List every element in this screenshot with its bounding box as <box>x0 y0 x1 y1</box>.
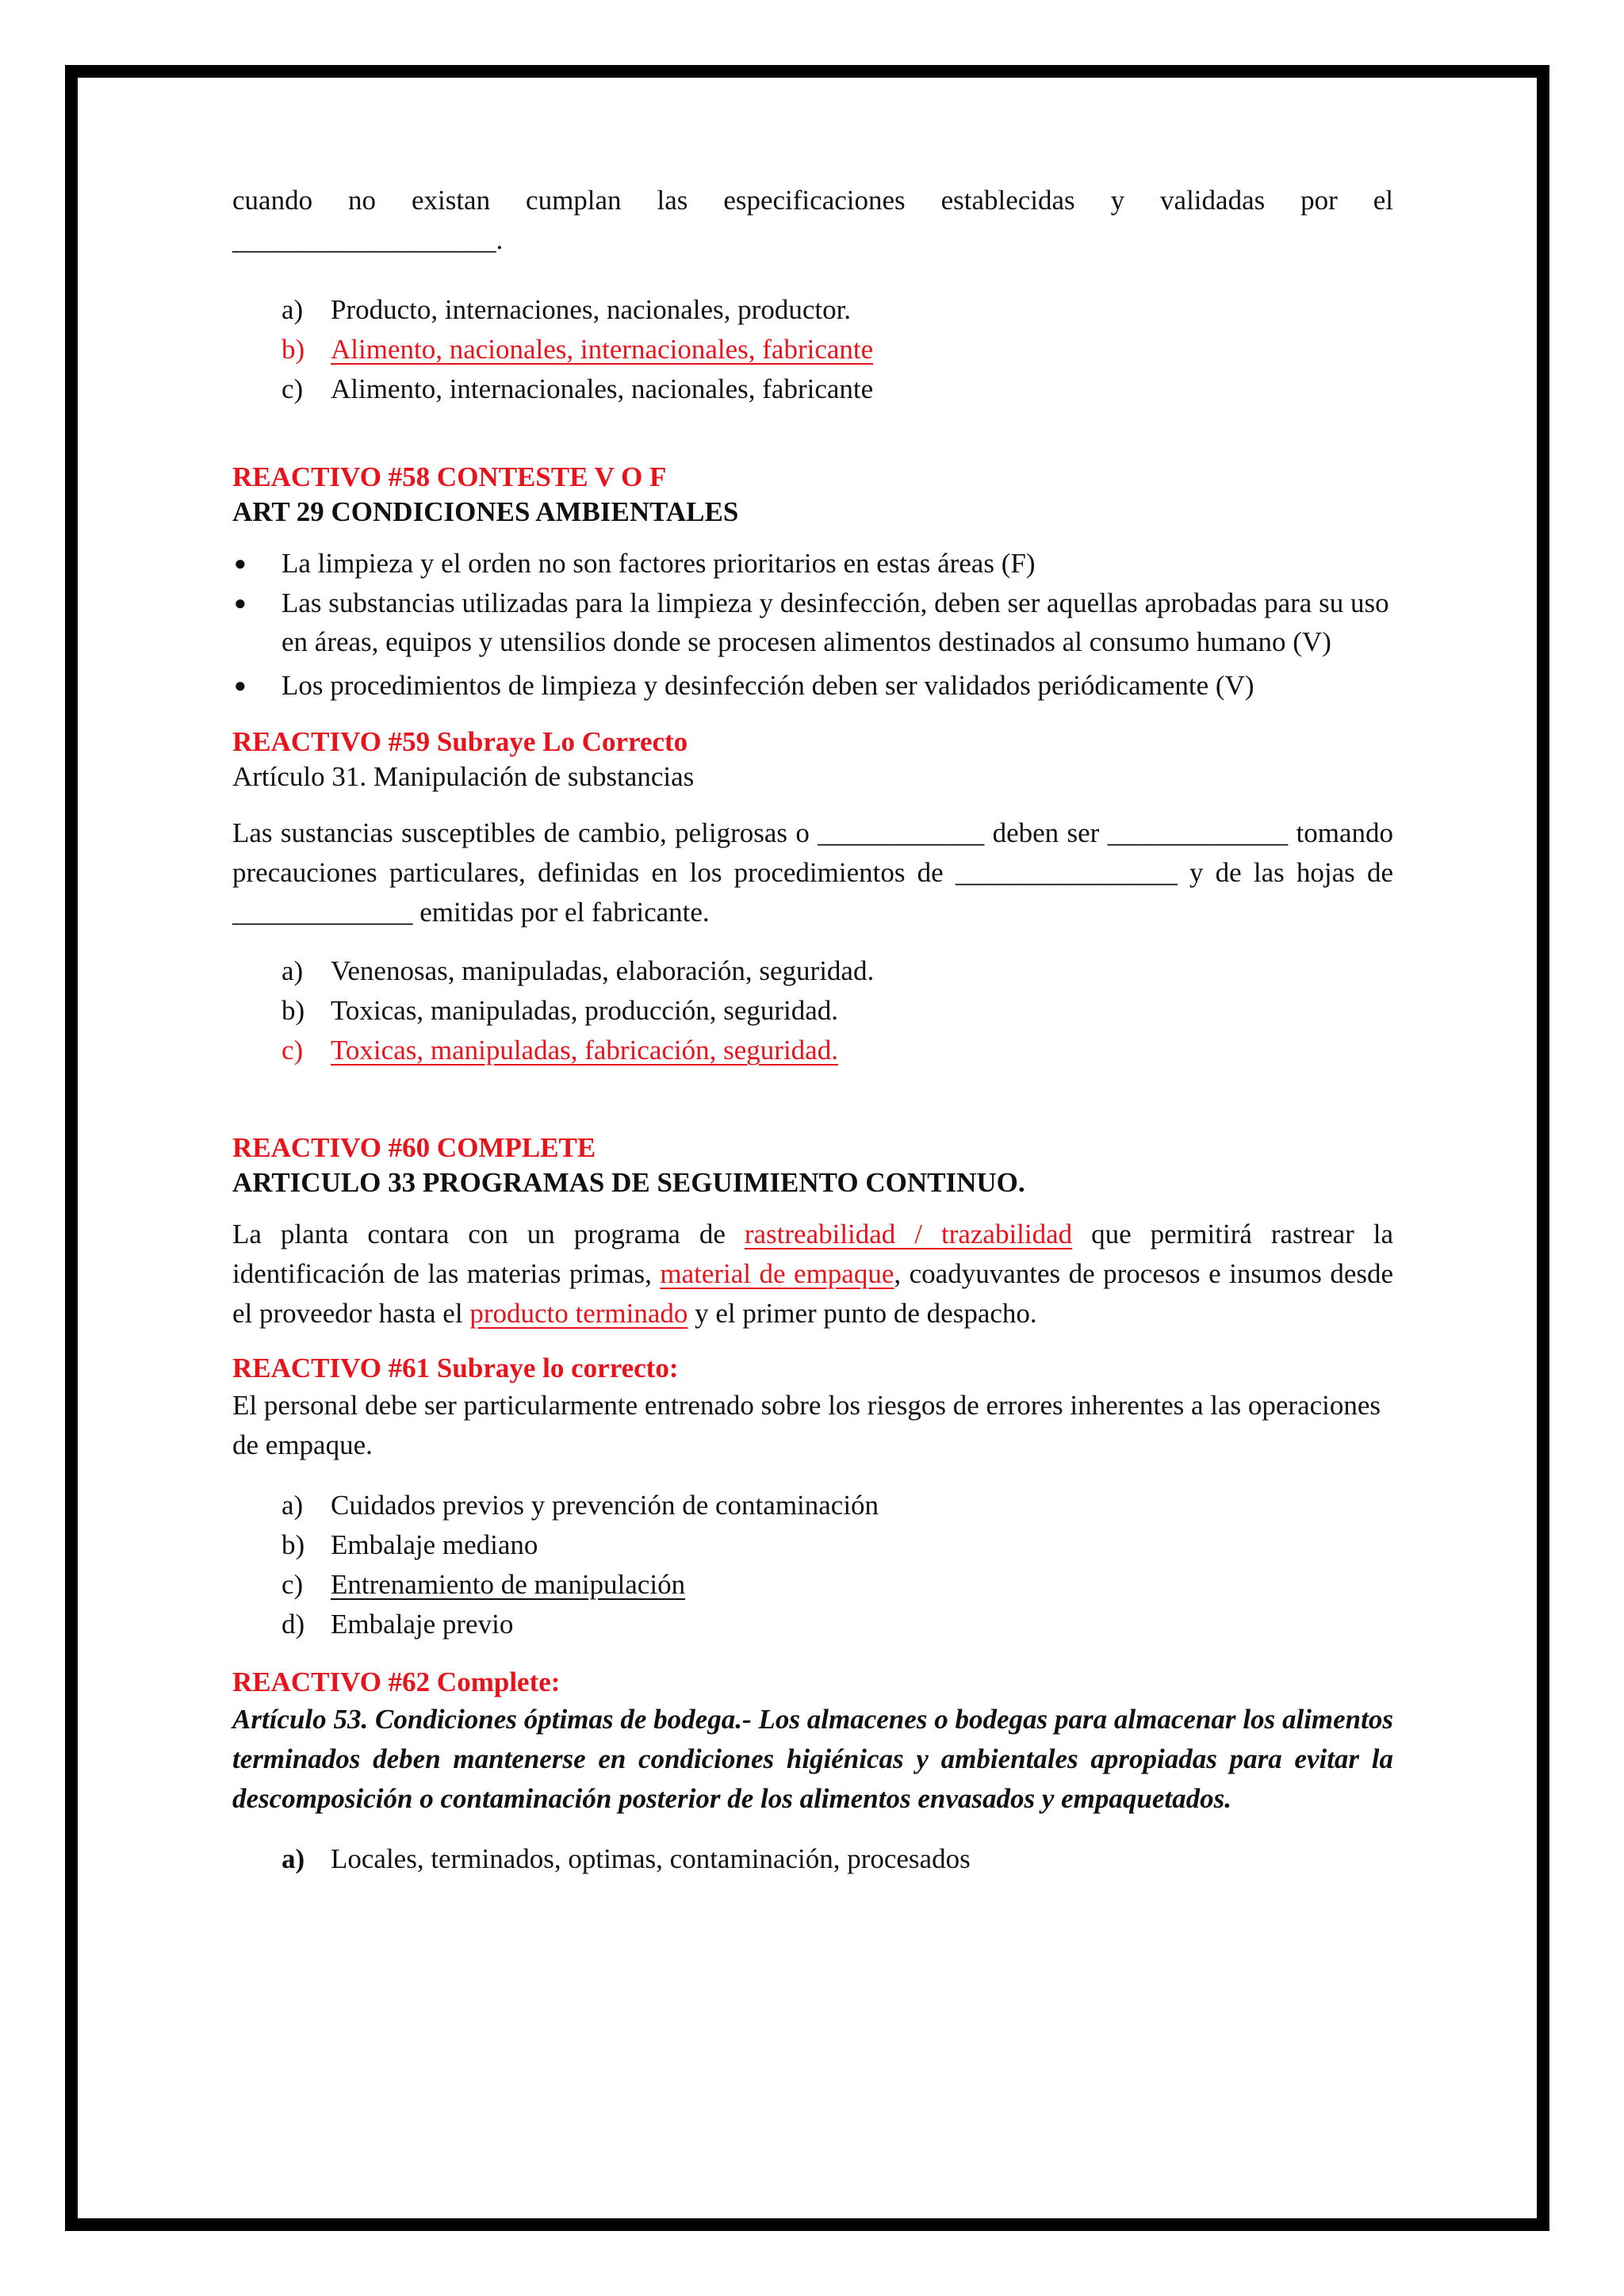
q59-option-c-answer: c) Toxicas, manipuladas, fabricación, seguridad. <box>282 1035 838 1066</box>
q60-answer-2: material de empaque <box>660 1258 894 1289</box>
q60-subheading: ARTICULO 33 PROGRAMAS DE SEGUIMIENTO CONTINUO. <box>232 1167 1025 1198</box>
q57-option-c: c) Alimento, internacionales, nacionales, fabricante <box>282 373 874 404</box>
q61-heading: REACTIVO #61 Subraye lo correcto: <box>232 1353 679 1383</box>
q61-option-b: b) Embalaje mediano <box>282 1529 538 1560</box>
bullet-icon: ● <box>234 591 247 614</box>
q58-subheading: ART 29 CONDICIONES AMBIENTALES <box>232 496 739 527</box>
q60-answer-1: rastreabilidad / trazabilidad <box>744 1219 1073 1249</box>
bullet-icon: ● <box>234 552 247 575</box>
q57-option-b-answer: b) Alimento, nacionales, internacionales, fabricante <box>282 334 874 365</box>
q60-answer-3: producto terminado <box>469 1298 688 1329</box>
intro-line-1: cuando no existan cumplan las especificaciones establecidas y validadas por el <box>232 185 1394 216</box>
q59-subheading: Artículo 31. Manipulación de substancias <box>232 761 695 792</box>
q58-bullet-2: ● Las substancias utilizadas para la limpieza y desinfección, deben ser aquellas aprobadas para su uso en áreas, equipos y utensilios donde se procesen alimentos destinados al consumo humano (V) <box>234 584 1393 661</box>
q62-heading: REACTIVO #62 Complete: <box>232 1667 561 1697</box>
q61-statement: El personal debe ser particularmente entrenado sobre los riesgos de errores inherentes a las operaciones de empaque. <box>232 1390 1381 1460</box>
bullet-icon: ● <box>234 674 247 697</box>
q59-option-a: a) Venenosas, manipuladas, elaboración, seguridad. <box>282 955 875 986</box>
q59-paragraph: Las sustancias susceptibles de cambio, peligrosas o ____________ deben ser _____________ tomando precauciones particulares, definidas en los procedimientos de ________________ y de las hojas de _____________ emitidas por el fabricante. <box>232 817 1393 928</box>
q58-bullet-1: ● La limpieza y el orden no son factores prioritarios en estas áreas (F) <box>234 544 1393 584</box>
q59-option-b: b) Toxicas, manipuladas, producción, seguridad. <box>282 995 839 1026</box>
q62-option-a: a) Locales, terminados, optimas, contaminación, procesados <box>282 1843 971 1874</box>
document-body <box>232 181 1393 1879</box>
intro-line-2: ___________________. <box>232 224 504 255</box>
q59-heading: REACTIVO #59 Subraye Lo Correcto <box>232 726 688 757</box>
q58-heading: REACTIVO #58 CONTESTE V O F <box>232 461 667 492</box>
q57-option-a: a) Producto, internaciones, nacionales, productor. <box>282 294 852 325</box>
q61-option-c-answer: c) Entrenamiento de manipulación <box>282 1569 686 1600</box>
q62-statement: Artículo 53. Condiciones óptimas de bodega.- Los almacenes o bodegas para almacenar los alimentos terminados deben mantenerse en condiciones higiénicas y ambientales apropiadas para evitar la descomposición o contaminación posterior de los alimentos envasados y empaquetados. <box>232 1704 1393 1814</box>
q60-paragraph: La planta contara con un programa de rastreabilidad / trazabilidad que permitirá rastrear la identificación de las materias primas, material de empaque, coadyuvantes de procesos e insumos desde el proveedor hasta el producto terminado y el primer punto de despacho. <box>232 1219 1394 1329</box>
q60-heading: REACTIVO #60 COMPLETE <box>232 1132 596 1163</box>
q61-option-d: d) Embalaje previo <box>282 1609 514 1640</box>
q58-bullet-3: ● Los procedimientos de limpieza y desinfección deben ser validados periódicamente (V) <box>234 666 1393 706</box>
q61-option-a: a) Cuidados previos y prevención de contaminación <box>282 1490 879 1521</box>
